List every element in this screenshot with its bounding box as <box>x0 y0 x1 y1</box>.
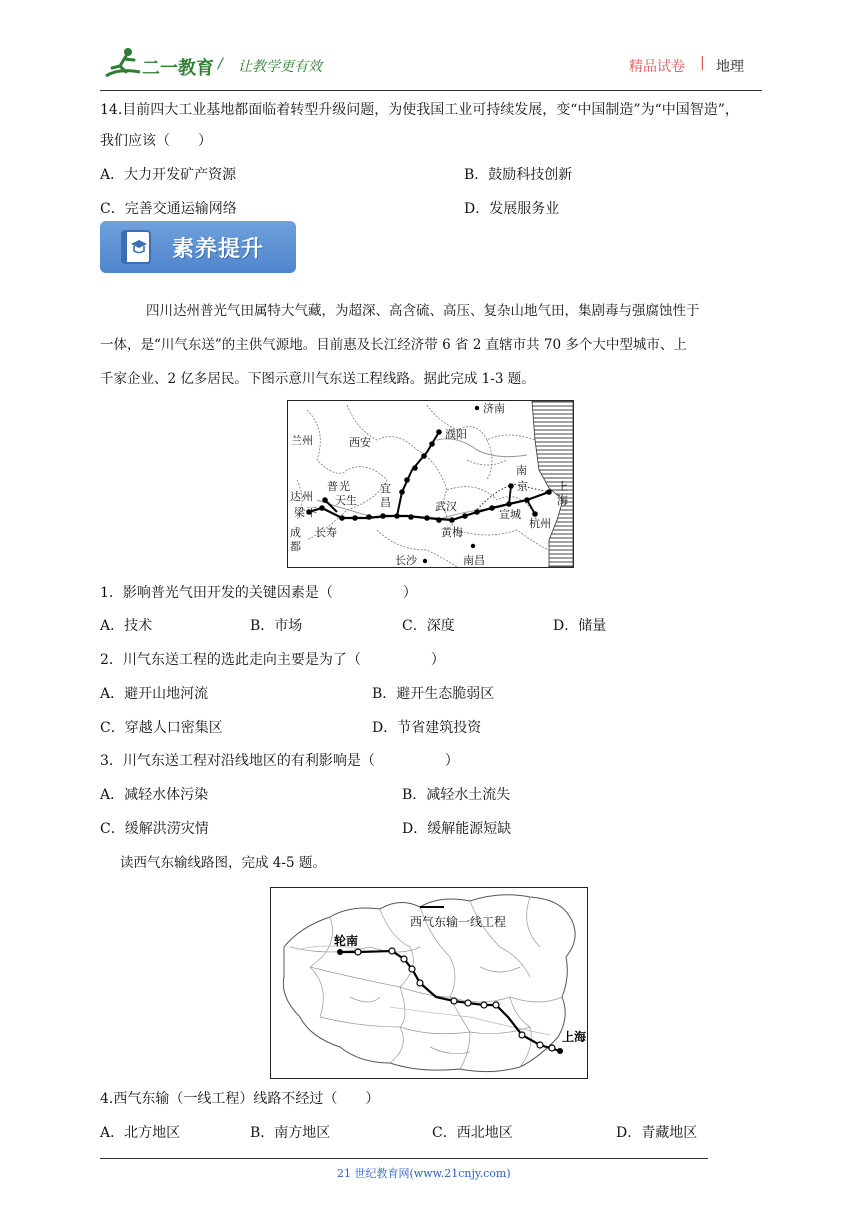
map1-label-puyang: 濮阳 <box>445 428 467 441</box>
header-tag: 精品试卷 <box>629 59 685 75</box>
map1-label-liangping-1: 梁 <box>294 506 305 519</box>
q1-option-a: A．技术 <box>100 618 153 634</box>
footer-source: 21 世纪教育网(www.21cnjy.com) <box>337 1167 511 1180</box>
q2-stem: 2．川气东送工程的选此走向主要是为了（ ） <box>100 652 445 668</box>
q2-option-a: A．避开山地河流 <box>100 686 209 702</box>
header-rule <box>100 90 762 91</box>
q14-option-c: C．完善交通运输网络 <box>100 201 237 217</box>
map1-label-yichang-2: 昌 <box>380 496 391 509</box>
q14-stem-line1: 14.目前四大工业基地都面临着转型升级问题，为使我国工业可持续发展，变“中国制造”为“中国智造”， <box>100 102 739 118</box>
map-west-east-gas <box>270 887 588 1079</box>
q14-stem-line2: 我们应该（ ） <box>100 133 212 149</box>
map1-label-huangmei: 黄梅 <box>441 526 463 539</box>
header <box>0 0 860 92</box>
footer-rule <box>100 1158 708 1159</box>
map1-label-nan: 南 <box>516 464 527 477</box>
map1-label-wuhan: 武汉 <box>435 500 457 513</box>
q1-option-d: D．储量 <box>553 618 607 634</box>
map1-label-dazhou-1: 达 <box>290 490 301 503</box>
map1-label-chengdu-1: 成 <box>290 526 301 539</box>
header-slogan: 让教学更有效 <box>238 59 322 75</box>
passage-line2: 一体，是“川气东送”的主供气源地。目前惠及长江经济带 6 省 2 直辖市共 70 多个大中型城市、上 <box>100 337 687 353</box>
q3-stem: 3．川气东送工程对沿线地区的有利影响是（ ） <box>100 753 459 769</box>
map1-label-shang: 上 <box>557 480 568 493</box>
map1-label-nanchang: 南昌 <box>463 554 485 567</box>
book-icon <box>118 229 154 265</box>
logo-text: 二一教育 <box>142 58 214 79</box>
q4-stem: 4.西气东输（一线工程）线路不经过（ ） <box>100 1091 380 1107</box>
q1-option-c: C．深度 <box>402 618 455 634</box>
map2-legend-label: 西气东输一线工程 <box>410 915 507 929</box>
q14-option-a: A．大力开发矿产资源 <box>100 167 237 183</box>
q3-option-c: C．缓解洪涝灾情 <box>100 821 209 837</box>
map1-label-yichang-1: 宜 <box>380 482 391 495</box>
map1-label-liangping-2: 平 <box>306 506 317 519</box>
q3-option-b: B．减轻水土流失 <box>402 787 511 803</box>
intro-4-5: 读西气东输线路图，完成 4-5 题。 <box>120 855 326 871</box>
q14-option-d: D．发展服务业 <box>464 201 560 217</box>
map1-label-jinan: 济南 <box>483 402 505 415</box>
q4-option-d: D．青藏地区 <box>616 1125 698 1141</box>
map2-label-lunnan: 轮南 <box>334 934 359 948</box>
map1-label-xuancheng: 宣城 <box>499 508 521 521</box>
logo-runner-icon <box>104 46 144 80</box>
map1-label-xian: 西安 <box>349 436 371 449</box>
passage-line1: 四川达州普光气田属特大气藏，为超深、高含硫、高压、复杂山地气田，集剧毒与强腐蚀性于 <box>146 303 700 319</box>
map-sichuan-east-gas <box>287 400 574 568</box>
q2-option-d: D．节省建筑投资 <box>372 720 482 736</box>
section-banner <box>100 221 296 273</box>
passage-line3: 千家企业、2 亿多居民。下图示意川气东送工程线路。据此完成 1-3 题。 <box>100 371 535 387</box>
q2-option-c: C．穿越人口密集区 <box>100 720 223 736</box>
map1-label-hai: 海 <box>557 494 568 507</box>
q14-option-b: B．鼓励科技创新 <box>464 167 573 183</box>
q4-option-b: B．南方地区 <box>250 1125 331 1141</box>
q2-option-b: B．避开生态脆弱区 <box>372 686 495 702</box>
map1-label-puguang-2: 光 <box>339 480 350 493</box>
header-separator: / <box>218 56 223 72</box>
map1-label-dazhou-2: 州 <box>302 490 313 503</box>
map1-label-jing: 京 <box>517 480 528 493</box>
q3-option-a: A．减轻水体污染 <box>100 787 209 803</box>
map1-label-puguang-1: 普 <box>327 480 338 493</box>
header-divider: | <box>700 55 705 71</box>
q4-option-c: C．西北地区 <box>432 1125 513 1141</box>
q1-option-b: B．市场 <box>250 618 303 634</box>
map1-label-hangzhou: 杭州 <box>529 517 551 530</box>
map1-label-tiansheng: 天生 <box>335 494 357 507</box>
map1-label-changshou: 长寿 <box>315 526 337 539</box>
q4-option-a: A．北方地区 <box>100 1125 181 1141</box>
banner-label: 素养提升 <box>172 237 265 262</box>
q3-option-d: D．缓解能源短缺 <box>402 821 512 837</box>
map2-label-shanghai: 上海 <box>562 1030 587 1044</box>
q1-stem: 1．影响普光气田开发的关键因素是（ ） <box>100 585 417 601</box>
header-subject: 地理 <box>716 59 744 75</box>
map1-label-changsha: 长沙 <box>395 554 417 567</box>
map1-label-chengdu-2: 都 <box>290 540 301 553</box>
map1-label-lanzhou: 兰州 <box>291 434 313 447</box>
